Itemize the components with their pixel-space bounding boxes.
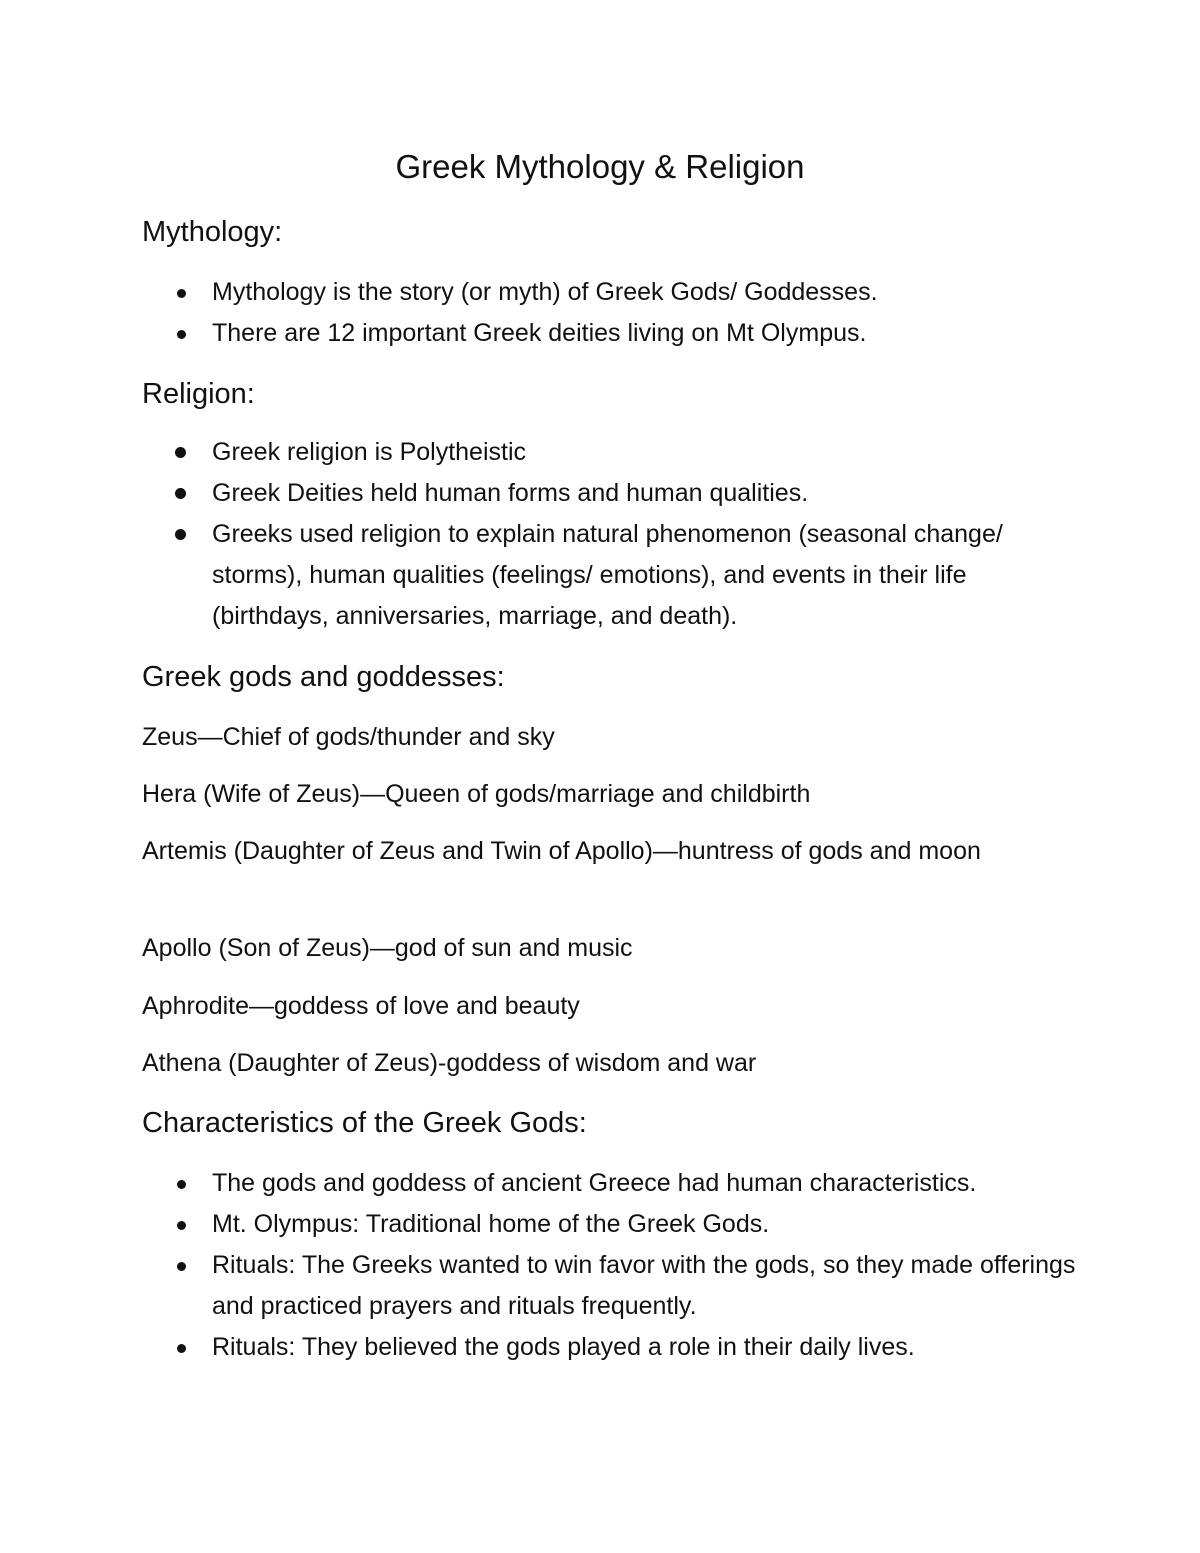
list-item-text: Greeks used religion to explain natural phenomenon (seasonal change/ storms), human qualities (feelings/ emotions), and events in their life (birthdays, anniversaries, marriage, and death). — [212, 520, 1003, 630]
mythology-list — [142, 272, 1082, 354]
bullet-icon — [177, 1221, 186, 1230]
list-item-text: Rituals: The Greeks wanted to win favor with the gods, so they made offerings and practiced prayers and rituals frequently. — [212, 1251, 1076, 1320]
list-item — [142, 1163, 1082, 1204]
list-item-text: There are 12 important Greek deities living on Mt Olympus. — [212, 319, 867, 347]
list-item — [142, 1327, 1082, 1368]
bullet-icon — [175, 447, 186, 458]
bullet-icon — [177, 1344, 186, 1353]
bullet-icon — [177, 330, 186, 339]
list-item-text: Rituals: They believed the gods played a role in their daily lives. — [212, 1333, 915, 1361]
heading-gods: Greek gods and goddesses: — [142, 661, 505, 693]
list-item — [142, 1204, 1082, 1245]
list-item-text: Greek religion is Polytheistic — [212, 438, 527, 466]
characteristics-list — [142, 1163, 1082, 1368]
bullet-icon — [177, 289, 186, 298]
god-entry-aphrodite: Aphrodite—goddess of love and beauty — [142, 992, 580, 1020]
bullet-icon — [177, 1262, 186, 1271]
god-entry-athena: Athena (Daughter of Zeus)-goddess of wisdom and war — [142, 1049, 757, 1077]
page-title: Greek Mythology & Religion — [395, 148, 805, 185]
god-entry-artemis: Artemis (Daughter of Zeus and Twin of Apollo)—huntress of gods and moon — [142, 837, 981, 865]
god-entry-zeus: Zeus—Chief of gods/thunder and sky — [142, 723, 555, 751]
bullet-icon — [175, 488, 186, 499]
bullet-icon — [175, 529, 186, 540]
list-item — [142, 473, 1082, 514]
god-entry-hera: Hera (Wife of Zeus)—Queen of gods/marriage and childbirth — [142, 780, 811, 808]
heading-mythology: Mythology: — [142, 216, 283, 248]
religion-list — [142, 432, 1082, 637]
heading-religion: Religion: — [142, 378, 255, 410]
list-item — [142, 272, 1082, 313]
list-item-text: Mythology is the story (or myth) of Greek Gods/ Goddesses. — [212, 278, 878, 306]
heading-characteristics: Characteristics of the Greek Gods: — [142, 1107, 587, 1139]
list-item-text: Mt. Olympus: Traditional home of the Greek Gods. — [212, 1210, 770, 1238]
list-item — [142, 313, 1082, 354]
bullet-icon — [177, 1180, 186, 1189]
list-item — [142, 432, 1082, 473]
list-item-text: Greek Deities held human forms and human qualities. — [212, 479, 809, 507]
list-item — [142, 1245, 1082, 1327]
list-item-text: The gods and goddess of ancient Greece had human characteristics. — [212, 1169, 977, 1197]
god-entry-apollo: Apollo (Son of Zeus)—god of sun and music — [142, 934, 633, 962]
list-item — [142, 514, 1082, 637]
